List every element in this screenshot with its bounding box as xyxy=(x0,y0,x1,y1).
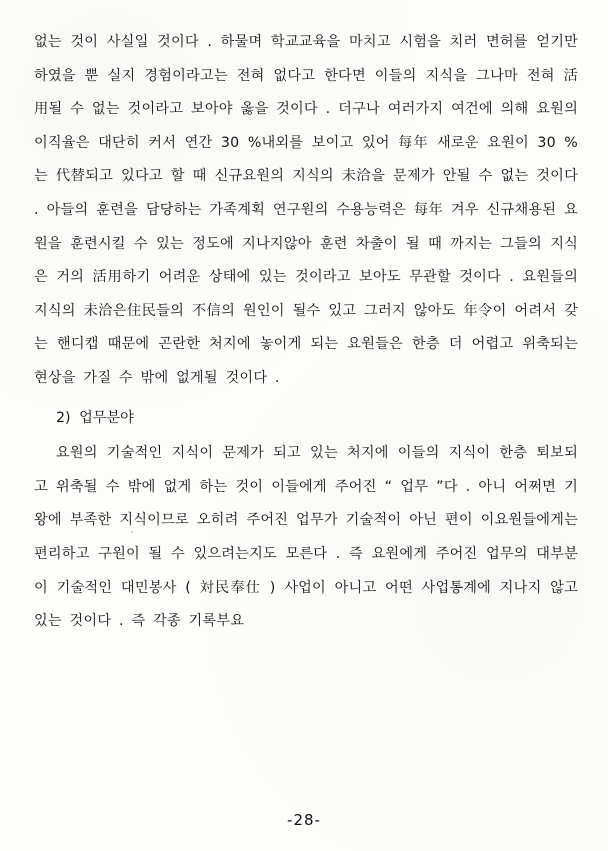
scan-speck xyxy=(470,300,472,302)
body-paragraph-2: 요원의 기술적인 지식이 문제가 되고 있는 처지에 이들의 지식이 한층 퇴보되고 위축될 수 밖에 없게 하는 것이 이들에게 주어진 “ 업무 ”다 . 아니 어쩌면 기왕에 부족한 지식이므로 오히려 주어진 업무가 기술적이 아닌 편이 이요원들에게는 편리하고 구원이 될 수 있으려는지도 모른다 . 즉 요원에게 주어진 업무의 대부분이 기술적인 대민봉사 ( 対民奉仕 ) 사업이 아니고 어떤 사업통계에 지나지 않고 있는 것이다 . 즉 각종 기록부요 xyxy=(34,445,578,630)
body-paragraph-1: 없는 것이 사실일 것이다 . 하물며 학교교육을 마치고 시험을 치러 면허를 얻기만 하였을 뿐 실지 경험이라고는 전혀 없다고 한다면 이들의 지식을 그나마 전혀 活用될 수 없는 것이라고 보아야 옳을 것이다 . 더구나 여러가지 여건에 의해 요원의 이직율은 대단히 커서 연간 30 %내외를 보이고 있어 每年 새로운 요원이 30 %는 代替되고 있다고 할 때 신규요원의 지식의 未洽을 문제가 안될 수 없는 것이다 . 아들의 훈련을 담당하는 가족계획 연구원의 수용능력은 每年 겨우 신규채용된 요원을 훈련시킬 수 있는 정도에 지나지않아 훈련 차출이 될 때 까지는 그들의 지식은 거의 活用하기 어려운 상태에 있는 것이라고 보아도 무관할 것이다 . 요원들의 지식의 未洽은住民들의 不信의 원인이 될수 있고 그러지 않아도 年令이 어려서 갖는 핸디캡 때문에 곤란한 처지에 놓이게 되는 요원들은 한층 더 어렵고 위축되는 현상을 가질 수 밖에 없게될 것이다 . xyxy=(34,34,578,386)
scan-speck xyxy=(131,531,133,533)
section-heading: 2) 업무분야 xyxy=(56,409,134,426)
page-text-block xyxy=(34,26,578,645)
page-number: -28- xyxy=(287,811,321,829)
